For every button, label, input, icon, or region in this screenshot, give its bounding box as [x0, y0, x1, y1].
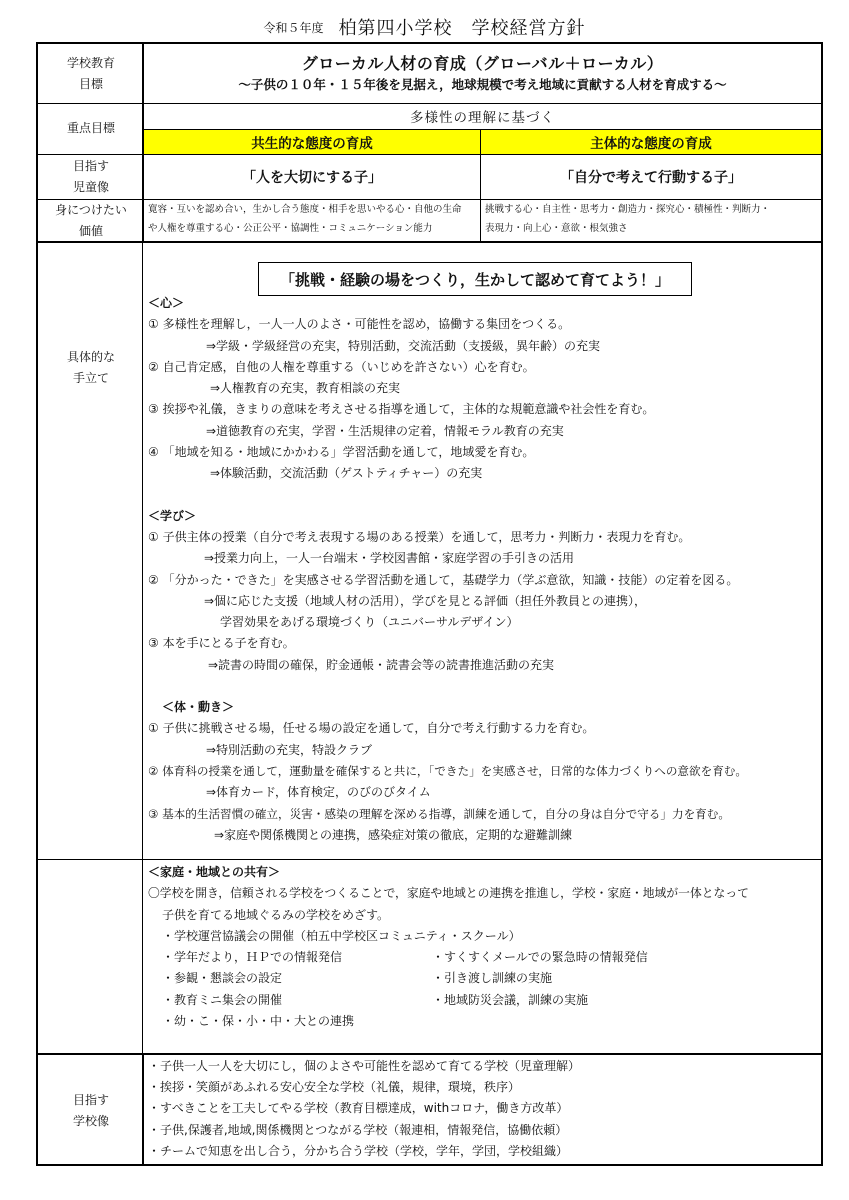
community-row: [148, 990, 749, 1011]
list-item: ① 子供に挑戦させる場，任せる場の設定を通して，自分で考え行動する力を育む。: [148, 721, 595, 736]
values-left: 寛容・互いを認め合い，生かし合う態度・相手を思いやる心・自他の生命 や人権を尊重する心・公正公平・協調性・コミュニケーション能力: [148, 204, 462, 234]
list-item: ・学校運営協議会の開催（柏五中学校区コミュニティ・スクール）: [162, 928, 521, 943]
priority-right: 主体的な態度の育成: [481, 130, 821, 154]
values-right: 挑戦する心・自主性・思考力・創造力・探究心・積極性・判断力・ 表現力・向上心・意欲・根気強さ: [485, 204, 771, 234]
list-item: ② 体育科の授業を通して，運動量を確保すると共に，「できた」を実感させ，日常的な体力づくりへの意欲を育む。: [148, 763, 747, 778]
list-item: ・幼・こ・保・小・中・大との連携: [162, 1014, 355, 1029]
list-item: ③ 基本的生活習慣の確立，災害・感染の理解を深める指導，訓練を通して，自分の身は自分で守る」力を育む。: [148, 806, 730, 821]
list-item: ⇒授業力向上，一人一台端末・学校図書館・家庭学習の手引きの活用: [204, 551, 575, 566]
list-item: ⇒体験活動，交流活動（ゲストティチャー）の充実: [210, 466, 483, 481]
body-heading: ＜体・動き＞: [162, 700, 235, 715]
list-item: ・地域防災会議，訓練の実施: [432, 992, 589, 1007]
list-item: ・すくすくメールでの緊急時の情報発信: [432, 950, 648, 965]
list-item: 子供を育てる地域ぐるみの学校をめざす。: [162, 907, 390, 922]
ideal-school-label: 目指す 学校像: [72, 1092, 109, 1128]
priority-label: 重点目標: [66, 121, 115, 135]
list-item: ⇒道徳教育の充実，学習・生活規律の定着，情報モラル教育の充実: [206, 423, 564, 438]
list-item: ⇒特別活動の充実，特設クラブ: [206, 742, 373, 757]
list-item: ・挨拶・笑顔があふれる安心安全な学校（礼儀，規律，環境，秩序）: [148, 1080, 521, 1095]
list-item: ⇒家庭や関係機関との連携，感染症対策の徹底，定期的な避難訓練: [214, 827, 573, 842]
list-item: ・学年だより，ＨＰでの情報発信: [162, 950, 343, 965]
list-item: 学習効果をあげる環境づくり（ユニバーサルデザイン）: [220, 615, 519, 630]
ideal-child-right: 「自分で考えて行動する子」: [560, 170, 742, 186]
page-header: [0, 14, 849, 40]
community-heading: ＜家庭・地域との共有＞: [148, 865, 281, 879]
divider: [38, 859, 821, 860]
measures-label: 具体的な 手立て: [66, 350, 115, 385]
list-item: ⇒人権教育の充実，教育相談の充実: [210, 381, 401, 396]
list-item: ⇒体育カード，体育検定，のびのびタイム: [206, 785, 431, 800]
page-title: 柏第四小学校 学校経営方針: [338, 18, 586, 39]
list-item: ・引き渡し訓練の実施: [432, 971, 553, 986]
divider: [38, 1053, 821, 1055]
list-item: ・子供一人一人を大切にし，個のよさや可能性を認めて育てる学校（児童理解）: [148, 1059, 581, 1073]
list-item: ⇒読書の時間の確保，貯金通帳・読書会等の読書推進活動の充実: [208, 657, 555, 672]
list-item: ⇒学級・学級経営の充実，特別活動，交流活動（支援級，異年齢）の充実: [206, 338, 601, 353]
list-item: ① 子供主体の授業（自分で考え表現する場のある授業）を通して，思考力・判断力・表現力を育む。: [148, 529, 691, 544]
list-item: ・チームで知恵を出し合う，分かち合う学校（学校，学年，学団，学校組織）: [148, 1143, 569, 1158]
education-goal-label: 学校教育 目標: [66, 55, 115, 91]
community-row: [148, 968, 749, 989]
list-item: ③ 本を手にとる子を育む。: [148, 636, 295, 651]
measures-content: [148, 293, 747, 846]
list-item: ・子供,保護者,地域,関係機関とつながる学校（報連相，情報発信，協働依頼）: [148, 1122, 568, 1137]
learning-heading: ＜学び＞: [148, 508, 197, 523]
list-item: ・参観・懇談会の設定: [162, 971, 283, 986]
education-goal-sub: ～子供の１０年・１５年後を見据え，地球規模で考え地域に貢献する人材を育成する～: [238, 76, 727, 92]
list-item: 〇学校を開き，信頼される学校をつくることで，家庭や地域との連携を推進し，学校・家庭・地域が一体となって: [148, 886, 749, 901]
fiscal-year: 令和５年度: [263, 20, 324, 35]
list-item: ② 「分かった・できた」を実感させる学習活動を通して，基礎学力（学ぶ意欲，知識・技能）の定着を図る。: [148, 572, 739, 587]
values-label: 身につけたい 価値: [55, 202, 127, 238]
education-goal: [144, 44, 821, 103]
community-row: [148, 947, 749, 968]
list-item: ・教育ミニ集会の開催: [162, 992, 283, 1007]
list-item: ② 自己肯定感，自他の人権を尊重する（いじめを許さない）心を育む。: [148, 359, 535, 374]
ideal-child-left: 「人を大切にする子」: [242, 170, 382, 186]
list-item: ① 多様性を理解し，一人一人のよさ・可能性を認め，協働する集団をつくる。: [148, 317, 571, 332]
list-item: ・すべきことを工夫してやる学校（教育目標達成，withコロナ，働き方改革）: [148, 1101, 569, 1116]
ideal-child-label: 目指す 児童像: [72, 159, 109, 194]
priority-left: 共生的な態度の育成: [144, 130, 480, 154]
education-goal-main: グローカル人材の育成（グローバル＋ローカル）: [301, 53, 664, 73]
list-item: ④ 「地域を知る・地域にかかわる」学習活動を通して，地域愛を育む。: [148, 445, 535, 460]
community-content: [148, 862, 749, 1032]
list-item: ⇒個に応じた支援（地域人材の活用），学びを見とる評価（担任外教員との連携），: [204, 593, 647, 608]
slogan: 「挑戦・経験の場をつくり，生かして認めて育てよう！」: [258, 262, 692, 296]
policy-table: [36, 42, 823, 1166]
list-item: ③ 挨拶や礼儀，きまりの意味を考えさせる指導を通して，主体的な規範意識や社会性を育む。: [148, 402, 655, 417]
divider: [38, 241, 821, 243]
ideal-school-list: [148, 1056, 580, 1162]
heart-heading: ＜心＞: [148, 296, 185, 310]
priority-basis: 多様性の理解に基づく: [410, 110, 555, 126]
